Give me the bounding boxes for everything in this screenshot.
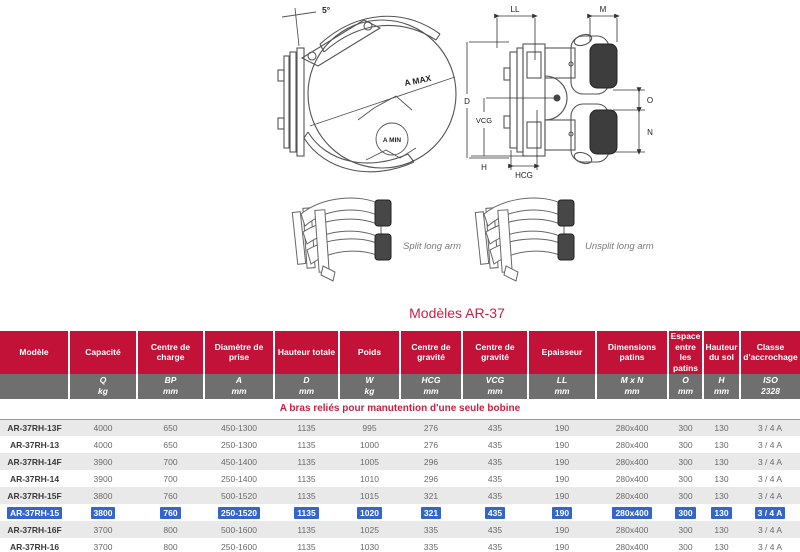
column-header: Poids (339, 331, 400, 374)
split-arm-drawing (283, 188, 401, 288)
value-cell: 3900 (93, 456, 113, 467)
value-cell: 3 / 4 A (757, 456, 783, 467)
column-unit: O mm (668, 374, 703, 399)
column-header: Modèle (0, 331, 69, 374)
value-cell: 130 (714, 473, 729, 484)
value-cell: 1015 (360, 490, 379, 501)
dim-m-label: M (599, 5, 607, 14)
value-cell: 4000 (93, 439, 113, 450)
value-cell: 280x400 (596, 504, 668, 521)
value-cell: 3 / 4 A (757, 490, 783, 501)
column-unit (0, 374, 69, 399)
value-cell: 435 (487, 490, 503, 501)
model-cell: AR-37RH-14F (7, 456, 62, 467)
value-cell: 190 (554, 456, 570, 467)
model-cell: AR-37RH-15F (7, 490, 62, 501)
table-row-ar-37rh-13[interactable] (0, 436, 800, 453)
dim-d-label: D (464, 97, 470, 106)
model-cell: AR-37RH-15 (0, 504, 69, 521)
value-cell: 280x400 (615, 490, 649, 501)
value-cell: 3 / 4 A (757, 524, 783, 535)
value-cell: 760 (137, 504, 204, 521)
value-cell: 130 (714, 524, 729, 535)
a-min-label: A MIN (382, 137, 402, 144)
column-unit: Q kg (69, 374, 137, 399)
table-row-ar-37rh-13f[interactable] (0, 419, 800, 436)
value-cell: 3 / 4 A (757, 439, 783, 450)
model-cell: AR-37RH-13 (9, 439, 60, 450)
value-cell: 1135 (297, 456, 316, 467)
value-cell: 3 / 4 A (757, 473, 783, 484)
value-cell: 1135 (297, 524, 316, 535)
table-row-ar-37rh-16[interactable] (0, 538, 800, 552)
column-unit: BP mm (137, 374, 204, 399)
value-cell: 435 (487, 422, 503, 433)
value-cell: 130 (714, 541, 729, 552)
value-cell: 335 (423, 541, 439, 552)
value-cell: 250-1600 (221, 541, 257, 552)
dim-ll-label: LL (510, 5, 520, 14)
value-cell: 280x400 (615, 456, 649, 467)
value-cell: 250-1300 (221, 439, 257, 450)
value-cell: 335 (423, 524, 439, 535)
value-cell: 276 (423, 422, 439, 433)
table-row-ar-37rh-14[interactable] (0, 470, 800, 487)
a-max-label: A MAX (403, 72, 432, 88)
column-header: Hauteur du sol (703, 331, 740, 374)
value-cell: 296 (423, 473, 439, 484)
value-cell: 300 (678, 456, 693, 467)
contact-pads (590, 44, 617, 154)
column-header: Classe d'accrochage (740, 331, 800, 374)
dim-hcg-label: HCG (515, 171, 533, 180)
table-row-ar-37rh-16f[interactable] (0, 521, 800, 538)
value-cell: 300 (678, 439, 693, 450)
value-cell: 280x400 (615, 524, 649, 535)
value-cell: 300 (678, 422, 693, 433)
value-cell: 435 (487, 473, 503, 484)
value-cell: 500-1600 (221, 524, 257, 535)
value-cell: 800 (163, 541, 178, 552)
column-unit: H mm (703, 374, 740, 399)
value-cell: 435 (487, 439, 503, 450)
dim-h-label: H (481, 163, 487, 172)
column-header: Diamètre de prise (204, 331, 274, 374)
value-cell: 250-1400 (221, 473, 257, 484)
section-title: A bras reliés pour manutention d'une seule bobine (0, 399, 800, 420)
column-header: Centre de gravité (462, 331, 528, 374)
model-cell: AR-37RH-16F (7, 524, 62, 535)
value-cell: 300 (668, 504, 703, 521)
column-unit: A mm (204, 374, 274, 399)
value-cell: 3 / 4 A (757, 422, 783, 433)
value-cell: 3700 (93, 541, 113, 552)
spec-table (0, 331, 800, 552)
value-cell: 650 (163, 422, 178, 433)
column-header: Capacité (69, 331, 137, 374)
value-cell: 321 (400, 504, 462, 521)
model-cell: AR-37RH-16 (9, 541, 60, 552)
value-cell: 280x400 (615, 439, 649, 450)
value-cell: 130 (714, 422, 729, 433)
value-cell: 435 (462, 504, 528, 521)
value-cell: 700 (163, 456, 178, 467)
column-header: Centre de gravité (400, 331, 462, 374)
value-cell: 190 (554, 524, 570, 535)
page-title: Modèles AR-37 (409, 305, 505, 321)
value-cell: 130 (703, 504, 740, 521)
value-cell: 300 (678, 541, 693, 552)
value-cell: 4000 (93, 422, 113, 433)
value-cell: 800 (163, 524, 178, 535)
column-unit: M x N mm (596, 374, 668, 399)
column-unit: VCG mm (462, 374, 528, 399)
value-cell: 435 (487, 456, 503, 467)
column-header: Hauteur totale (274, 331, 339, 374)
value-cell: 3800 (93, 490, 113, 501)
value-cell: 321 (423, 490, 439, 501)
column-unit: HCG mm (400, 374, 462, 399)
value-cell: 650 (163, 439, 178, 450)
value-cell: 3800 (69, 504, 137, 521)
column-unit: W kg (339, 374, 400, 399)
value-cell: 1000 (360, 439, 379, 450)
value-cell: 450-1400 (221, 456, 257, 467)
value-cell: 190 (554, 541, 570, 552)
side-view-drawing (262, 0, 462, 188)
value-cell: 700 (163, 473, 178, 484)
column-header: Centre de charge (137, 331, 204, 374)
value-cell: 280x400 (615, 422, 649, 433)
front-view-drawing (453, 0, 665, 192)
model-cell: AR-37RH-14 (9, 473, 60, 484)
value-cell: 190 (554, 439, 570, 450)
column-unit: D mm (274, 374, 339, 399)
value-cell: 280x400 (615, 541, 649, 552)
value-cell: 1020 (339, 504, 400, 521)
value-cell: 3900 (93, 473, 113, 484)
value-cell: 1025 (360, 524, 379, 535)
value-cell: 450-1300 (221, 422, 257, 433)
dim-vcg-label: VCG (475, 116, 493, 125)
value-cell: 1135 (297, 422, 316, 433)
value-cell: 190 (528, 504, 596, 521)
value-cell: 300 (678, 524, 693, 535)
model-cell: AR-37RH-13F (7, 422, 62, 433)
value-cell: 760 (163, 490, 178, 501)
value-cell: 1005 (360, 456, 379, 467)
value-cell: 130 (714, 439, 729, 450)
column-header: Dimensions patins (596, 331, 668, 374)
value-cell: 280x400 (615, 473, 649, 484)
value-cell: 1135 (297, 541, 316, 552)
value-cell: 1135 (274, 504, 339, 521)
unsplit-arm-drawing (466, 188, 584, 288)
value-cell: 130 (714, 456, 729, 467)
value-cell: 500-1520 (221, 490, 257, 501)
value-cell: 1030 (360, 541, 379, 552)
value-cell: 296 (423, 456, 439, 467)
split-arm-caption: Split long arm (403, 241, 462, 252)
unsplit-arm-caption: Unsplit long arm (585, 241, 654, 252)
value-cell: 1135 (297, 473, 316, 484)
value-cell: 276 (423, 439, 439, 450)
value-cell: 1135 (297, 490, 316, 501)
value-cell: 190 (554, 422, 570, 433)
value-cell: 3 / 4 A (757, 541, 783, 552)
column-header: Epaisseur (528, 331, 596, 374)
angle-label: 5° (322, 5, 331, 15)
dim-n-label: N (647, 128, 653, 137)
value-cell: 190 (554, 490, 570, 501)
column-header: Espace entre les patins (668, 331, 703, 374)
value-cell: 435 (487, 524, 503, 535)
column-unit: ISO 2328 (740, 374, 800, 399)
value-cell: 1010 (360, 473, 379, 484)
table-row-ar-37rh-15[interactable] (0, 504, 800, 521)
value-cell: 130 (714, 490, 729, 501)
value-cell: 1135 (297, 439, 316, 450)
value-cell: 3 / 4 A (740, 504, 800, 521)
table-row-ar-37rh-15f[interactable] (0, 487, 800, 504)
value-cell: 995 (362, 422, 377, 433)
value-cell: 190 (554, 473, 570, 484)
value-cell: 435 (487, 541, 503, 552)
value-cell: 250-1520 (204, 504, 274, 521)
column-unit: LL mm (528, 374, 596, 399)
value-cell: 300 (678, 473, 693, 484)
table-row-ar-37rh-14f[interactable] (0, 453, 800, 470)
dim-o-label: O (646, 96, 654, 105)
value-cell: 300 (678, 490, 693, 501)
value-cell: 3700 (93, 524, 113, 535)
